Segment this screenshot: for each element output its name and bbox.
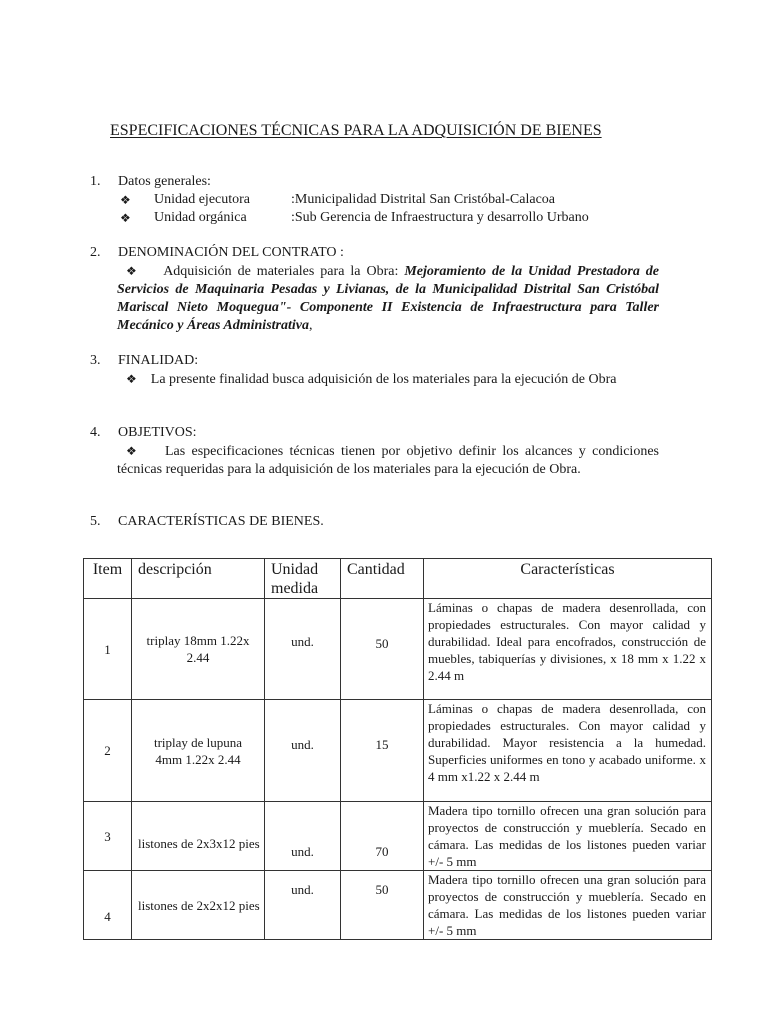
- cell-unidad: und.: [265, 802, 341, 871]
- diamond-bullet-icon: ❖: [120, 193, 131, 207]
- table-header-row: [84, 559, 712, 599]
- section-number: 2.: [90, 245, 101, 260]
- paragraph-intro: Adquisición de materiales para la Obra:: [163, 264, 405, 279]
- diamond-bullet-icon: ❖: [120, 211, 131, 225]
- project-name: Mejoramiento de la Unidad Prestadora de Servicios de Maquinaria Pesadas y Livianas, de la Municipalidad Distrital San Cristóbal Mariscal Nieto Moquegua"- Componente II Existencia de Infraestructura para Taller Mecánico y Áreas Administrativa: [117, 264, 660, 333]
- table-row: [84, 871, 712, 940]
- header-caracteristicas: Características: [424, 559, 712, 599]
- paragraph-text: Las especificaciones técnicas tienen por objetivo definir los alcances y condiciones técnicas requeridas para la adquisición de los materiales para la ejecución de Obra.: [117, 444, 659, 477]
- cell-item: 1: [84, 599, 132, 700]
- cell-item: 4: [84, 871, 132, 940]
- cell-caracteristicas: Láminas o chapas de madera desenrollada, con propiedades estructurales. Con mayor calidad y durabilidad. Ideal para encofrados, construcción de muebles, tabiquerías y divisiones, x 18 mm x 1.22 x 2.44 m: [424, 599, 712, 700]
- section-number: 3.: [90, 353, 101, 368]
- diamond-bullet-icon: ❖: [126, 264, 140, 278]
- section-heading: FINALIDAD:: [118, 353, 199, 368]
- section-heading: CARACTERÍSTICAS DE BIENES.: [118, 514, 324, 529]
- cell-descripcion: triplay 18mm 1.22x 2.44: [132, 599, 265, 700]
- section-heading: OBJETIVOS:: [118, 425, 197, 440]
- cell-cantidad: 50: [341, 599, 424, 700]
- table-row: [84, 700, 712, 802]
- section-paragraph: [117, 262, 659, 335]
- cell-unidad: und.: [265, 599, 341, 700]
- diamond-bullet-icon: ❖: [126, 444, 140, 458]
- cell-descripcion: triplay de lupuna 4mm 1.22x 2.44: [132, 700, 265, 802]
- cell-unidad: und.: [265, 871, 341, 940]
- section-heading: Datos generales:: [118, 174, 211, 189]
- section-number: 1.: [90, 174, 101, 189]
- paragraph-trail: ,: [308, 318, 313, 333]
- header-item: Item: [84, 559, 132, 599]
- diamond-bullet-icon: ❖: [126, 372, 137, 386]
- cell-cantidad: 15: [341, 700, 424, 802]
- header-descripcion: descripción: [132, 559, 265, 599]
- cell-descripcion: listones de 2x2x12 pies: [132, 871, 265, 940]
- document-title: ESPECIFICACIONES TÉCNICAS PARA LA ADQUISICIÓN DE BIENES: [110, 122, 602, 139]
- header-unidad: Unidad medida: [265, 559, 341, 599]
- section-heading: DENOMINACIÓN DEL CONTRATO :: [118, 245, 344, 260]
- section-number: 4.: [90, 425, 101, 440]
- header-cantidad: Cantidad: [341, 559, 424, 599]
- item-label: Unidad ejecutora: [154, 192, 251, 207]
- cell-caracteristicas: Madera tipo tornillo ofrecen una gran solución para proyectos de construcción y mueblería. Secado en cámara. Las medidas de los listones pueden variar +/- 5 mm: [424, 871, 712, 940]
- section-paragraph: [117, 442, 659, 479]
- table-row: [84, 599, 712, 700]
- item-label: Unidad orgánica: [154, 210, 247, 225]
- cell-caracteristicas: Láminas o chapas de madera desenrollada, con propiedades estructurales. Con mayor calidad y durabilidad. Mayor resistencia a la humedad. Superficies uniformes en tono y acabado uniforme. x 4 mm x1.22 x 2.44 m: [424, 700, 712, 802]
- cell-cantidad: 70: [341, 802, 424, 871]
- section-number: 5.: [90, 514, 101, 529]
- paragraph-text: La presente finalidad busca adquisición de los materiales para la ejecución de Obra: [150, 372, 617, 387]
- cell-cantidad: 50: [341, 871, 424, 940]
- bienes-table: [83, 558, 712, 940]
- cell-caracteristicas: Madera tipo tornillo ofrecen una gran solución para proyectos de construcción y mueblería. Secado en cámara. Las medidas de los listones pueden variar +/- 5 mm: [424, 802, 712, 871]
- section-datos-generales: [90, 173, 660, 233]
- section-paragraph: [117, 370, 659, 389]
- item-value: :Municipalidad Distrital San Cristóbal-Calacoa: [291, 192, 555, 207]
- cell-item: 2: [84, 700, 132, 802]
- cell-item: 3: [84, 802, 132, 871]
- cell-unidad: und.: [265, 700, 341, 802]
- table-row: [84, 802, 712, 871]
- cell-descripcion: listones de 2x3x12 pies: [132, 802, 265, 871]
- item-value: :Sub Gerencia de Infraestructura y desarrollo Urbano: [291, 210, 589, 225]
